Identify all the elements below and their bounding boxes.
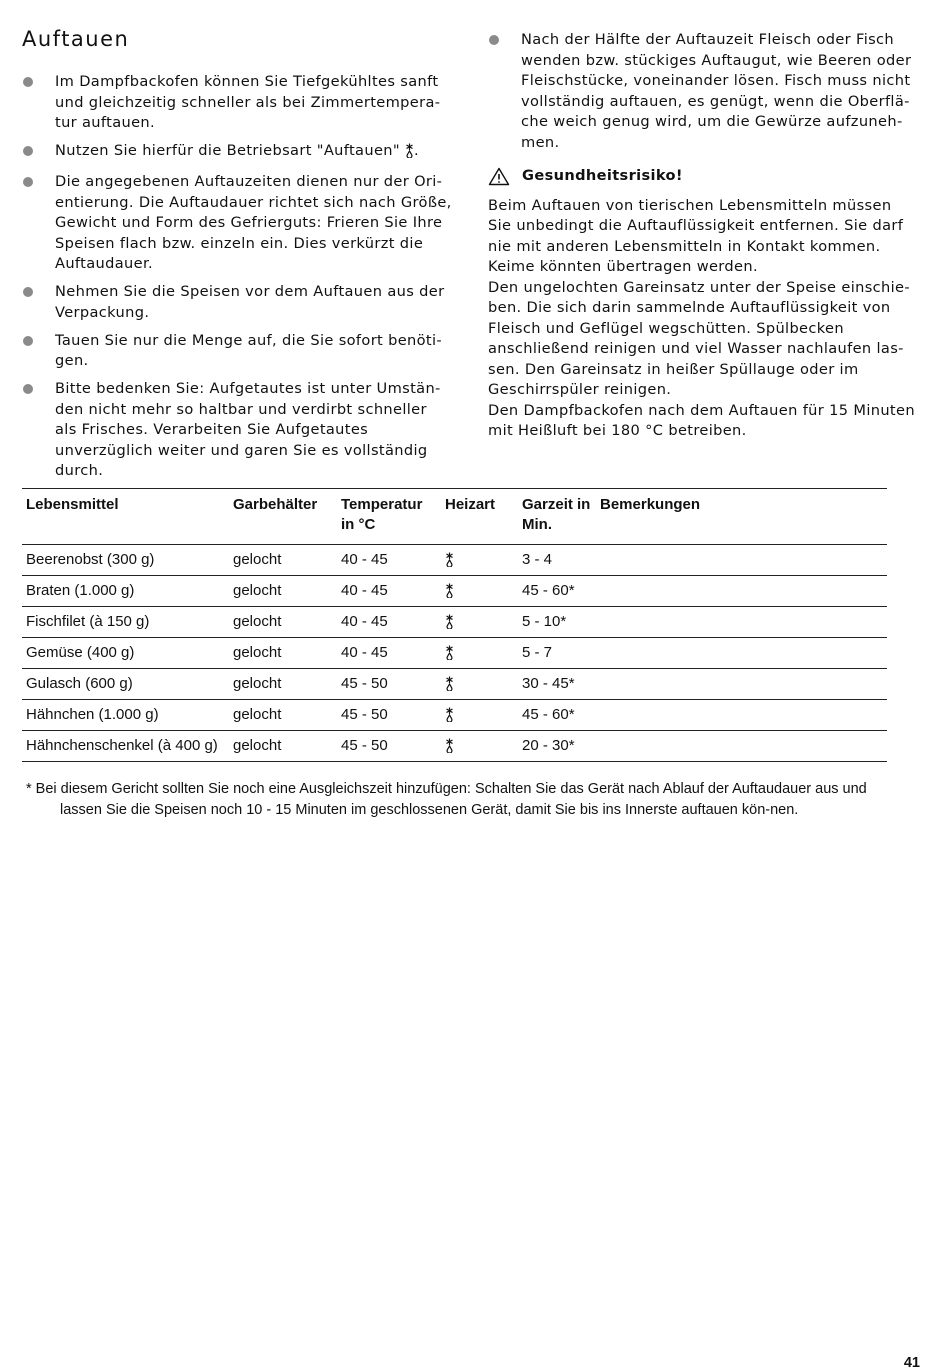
warning-heading [488, 166, 918, 187]
heat-cell [441, 545, 518, 576]
table-body [22, 545, 887, 762]
food-cell: Hähnchenschenkel (à 400 g) [26, 737, 218, 754]
column-header: Garzeit in Min. [522, 496, 591, 533]
bullet-icon [23, 177, 33, 187]
food-cell: Hähnchen (1.000 g) [26, 706, 159, 723]
heat-cell [441, 576, 518, 607]
defrost-table [22, 488, 887, 762]
notes-cell [596, 576, 887, 607]
notes-cell [596, 669, 887, 700]
warning-paragraph: Den Dampfbackofen nach dem Auftauen für 15 Minuten mit Heißluft bei 180 °C betreiben. [488, 401, 915, 439]
table-row [22, 669, 887, 700]
column-header: Heizart [445, 496, 496, 513]
column-header: Temperatur in °C [341, 496, 423, 533]
defrost-icon [445, 738, 514, 753]
container-cell: gelocht [233, 551, 282, 568]
list-item: Nutzen Sie hierfür die Betriebsart "Auftauen" . [22, 141, 452, 165]
defrost-icon [445, 552, 514, 567]
instruction-list [22, 72, 452, 482]
heat-cell [441, 731, 518, 762]
notes-cell [596, 700, 887, 731]
right-column [488, 30, 918, 442]
table-row [22, 576, 887, 607]
container-cell: gelocht [233, 675, 282, 692]
time-cell: 5 - 10* [522, 613, 567, 630]
notes-cell [596, 731, 887, 762]
food-cell: Fischfilet (à 150 g) [26, 613, 150, 630]
food-cell: Braten (1.000 g) [26, 582, 135, 599]
bullet-icon [23, 336, 33, 346]
temperature-cell: 45 - 50 [341, 706, 388, 723]
container-cell: gelocht [233, 613, 282, 630]
list-item: Die angegebenen Auftauzeiten dienen nur der Ori-entierung. Die Auftaudauer richtet sich nach Größe, Gewicht und Form des Gefrierguts: Frieren Sie Ihre Speisen flach bzw. einzeln ein. Dies verkürzt die Auftaudauer. [22, 172, 452, 275]
column-header: Garbehälter [233, 496, 318, 513]
list-item: Bitte bedenken Sie: Aufgetautes ist unter Umstän-den nicht mehr so haltbar und verdirbt schneller als Frisches. Verarbeiten Sie Aufgetautes unverzüglich weiter und garen Sie es vollständig durch. [22, 379, 452, 482]
defrost-icon [445, 707, 514, 722]
time-cell: 20 - 30* [522, 737, 575, 754]
time-cell: 45 - 60* [522, 706, 575, 723]
bullet-icon [23, 146, 33, 156]
notes-cell [596, 545, 887, 576]
table-row [22, 700, 887, 731]
list-item: Tauen Sie nur die Menge auf, die Sie sofort benöti-gen. [22, 331, 452, 372]
temperature-cell: 40 - 45 [341, 613, 388, 630]
table-row [22, 545, 887, 576]
notes-cell [596, 638, 887, 669]
container-cell: gelocht [233, 706, 282, 723]
defrost-icon [445, 583, 514, 598]
food-cell: Beerenobst (300 g) [26, 551, 155, 568]
time-cell: 3 - 4 [522, 551, 553, 568]
warning-paragraph: Den ungelochten Gareinsatz unter der Speise einschie-ben. Die sich darin sammelnde Auftauflüssigkeit von Fleisch und Geflügel wegschütten. Spülbecken anschließend reinigen und viel Wasser nachlaufen las-sen. Den Gareinsatz in heißer Spüllauge oder im Geschirrspüler reinigen. [488, 278, 910, 398]
bullet-icon [23, 77, 33, 87]
left-column [22, 72, 452, 489]
table-row [22, 638, 887, 669]
bullet-icon [489, 35, 499, 45]
list-item: Nehmen Sie die Speisen vor dem Auftauen aus der Verpackung. [22, 282, 452, 323]
time-cell: 45 - 60* [522, 582, 575, 599]
defrost-icon [405, 143, 414, 165]
heat-cell [441, 700, 518, 731]
bullet-icon [23, 384, 33, 394]
page-heading: Auftauen [22, 27, 130, 51]
temperature-cell: 40 - 45 [341, 551, 388, 568]
food-cell: Gulasch (600 g) [26, 675, 133, 692]
time-cell: 5 - 7 [522, 644, 553, 661]
heat-cell [441, 638, 518, 669]
container-cell: gelocht [233, 582, 282, 599]
defrost-icon [445, 645, 514, 660]
container-cell: gelocht [233, 644, 282, 661]
container-cell: gelocht [233, 737, 282, 754]
warning-paragraph: Beim Auftauen von tierischen Lebensmitteln müssen Sie unbedingt die Auftauflüssigkeit entfernen. Sie darf nie mit anderen Lebensmitteln in Kontakt kommen. Keime könnten übertragen werden. [488, 196, 904, 275]
list-item: Nach der Hälfte der Auftauzeit Fleisch oder Fisch wenden bzw. stückiges Auftaugut, wie Beeren oder Fleischstücke, voneinander lösen. Fisch muss nicht vollständig auftauen, es genügt, wenn die Oberflä-che weich genug wird, um die Gewürze aufzuneh-men. [488, 30, 918, 153]
time-cell: 30 - 45* [522, 675, 575, 692]
column-header: Lebensmittel [26, 496, 119, 513]
page-number: 41 [903, 1355, 920, 1371]
warning-title: Gesundheitsrisiko! [522, 167, 683, 184]
footnote: * Bei diesem Gericht sollten Sie noch eine Ausgleichszeit hinzufügen: Schalten Sie das Gerät nach Ablauf der Auftaudauer aus und lassen Sie die Speisen noch 10 - 15 Minuten im geschlossenen Gerät, damit Sie bis ins Innerste auftauen kön-nen. [26, 781, 867, 818]
warning-icon [488, 167, 510, 186]
heat-cell [441, 669, 518, 700]
food-cell: Gemüse (400 g) [26, 644, 135, 661]
table-header-row [22, 489, 887, 545]
defrost-icon [445, 614, 514, 629]
notes-cell [596, 607, 887, 638]
temperature-cell: 40 - 45 [341, 644, 388, 661]
temperature-cell: 45 - 50 [341, 675, 388, 692]
temperature-cell: 45 - 50 [341, 737, 388, 754]
table-row [22, 731, 887, 762]
column-header: Bemerkungen [600, 496, 701, 513]
list-item: Im Dampfbackofen können Sie Tiefgekühltes sanft und gleichzeitig schneller als bei Zimmertempera-tur auftauen. [22, 72, 452, 134]
defrost-icon [445, 676, 514, 691]
heat-cell [441, 607, 518, 638]
temperature-cell: 40 - 45 [341, 582, 388, 599]
bullet-icon [23, 287, 33, 297]
instruction-list-continued [488, 30, 918, 153]
table-row [22, 607, 887, 638]
